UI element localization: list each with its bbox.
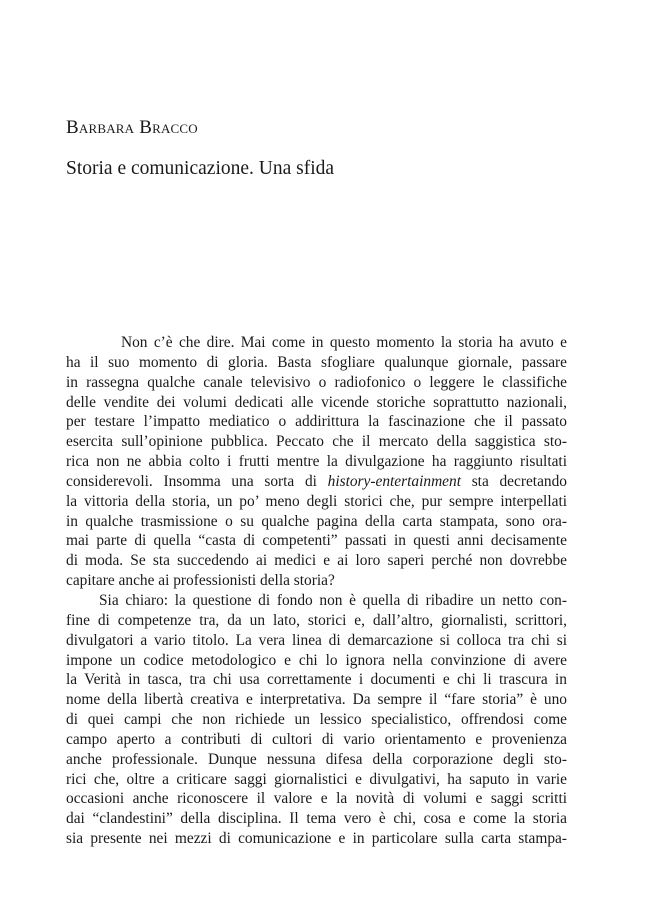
paragraph-1-line-8 [66, 472, 567, 492]
body-text [66, 333, 567, 849]
paragraph-2-line-8: campo aperto a contributi di cultori di vario orientamento e provenienza [66, 730, 567, 748]
paragraph-2-line-11: occasioni anche riconoscere il valore e la novità di volumi e saggi scritti [66, 790, 567, 808]
author-name: Barbara Bracco [66, 117, 198, 138]
paragraph-1-line-2: ha il suo momento di gloria. Basta sfogliare qualunque giornale, passare [66, 353, 567, 371]
paragraph-1-line-11: mai parte di quella “casta di competenti” passati in questi anni decisamente [66, 532, 567, 550]
paragraph-1-line-6: esercita sull’opinione pubblica. Peccato che il mercato della saggistica sto- [66, 433, 567, 451]
article-title: Storia e comunicazione. Una sfida [66, 158, 335, 179]
paragraph-2-line-6: nome della libertà creativa e interpretativa. Da sempre il “fare storia” è uno [66, 691, 567, 709]
paragraph-1-line-9: la vittoria della storia, un po’ meno degli storici che, pur sempre interpellati [66, 492, 567, 510]
paragraph-2-line-2: fine di competenze tra, da un lato, storici e, dall’altro, giornalisti, scrittori, [66, 611, 567, 629]
paragraph-1-line-4: delle vendite dei volumi dedicati alle vicende storiche soprattutto nazionali, [66, 393, 567, 411]
italic-term: history-entertainment [327, 472, 461, 490]
paragraph-2-line-3: divulgatori a vario titolo. La vera linea di demarcazione si colloca tra chi si [66, 631, 567, 649]
paragraph-1-line-7: rica non ne abbia colto i frutti mentre la divulgazione ha raggiunto risultati [66, 453, 567, 471]
paragraph-2-line-13: sia presente nei mezzi di comunicazione e in particolare sulla carta stampa- [66, 830, 567, 848]
paragraph-2-line-12: dai “clandestini” della disciplina. Il tema vero è chi, cosa e come la storia [66, 810, 567, 828]
paragraph-1-line-3: in rassegna qualche canale televisivo o radiofonico o leggere le classifiche [66, 373, 567, 391]
paragraph-2-line-9: anche professionale. Dunque nessuna difesa della corporazione degli sto- [66, 750, 567, 768]
paragraph-2-line-10: rici che, oltre a criticare saggi giornalistici e divulgativi, ha saputo in varie [66, 770, 567, 788]
paragraph-2-line-7: di quei campi che non richiede un lessico specialistico, offrendosi come [66, 711, 567, 729]
paragraph-1-line-5: per testare l’impatto mediatico o addirittura la fascinazione che il passato [66, 413, 567, 431]
line-8-text-before: considerevoli. Insomma una sorta di [66, 472, 328, 490]
paragraph-1-line-13: capitare anche ai professionisti della storia? [66, 572, 335, 590]
paragraph-1-line-1: Non c’è che dire. Mai come in questo momento la storia ha avuto e [121, 334, 567, 351]
paragraph-2-line-4: impone un codice metodologico e chi lo ignora nella convinzione di avere [66, 651, 567, 669]
paragraph-1-line-12: di moda. Se sta succedendo ai medici e ai loro saperi perché non dovrebbe [66, 552, 567, 570]
paragraph-2-line-1: Sia chiaro: la questione di fondo non è quella di ribadire un netto con- [99, 591, 567, 609]
paragraph-2-line-5: la Verità in tasca, tra chi usa correttamente i documenti e chi li trascura in [66, 671, 567, 689]
line-8-text-after: sta decretando [461, 472, 567, 490]
paragraph-1-line-10: in qualche trasmissione o su qualche pagina della carta stampata, sono ora- [66, 512, 567, 530]
